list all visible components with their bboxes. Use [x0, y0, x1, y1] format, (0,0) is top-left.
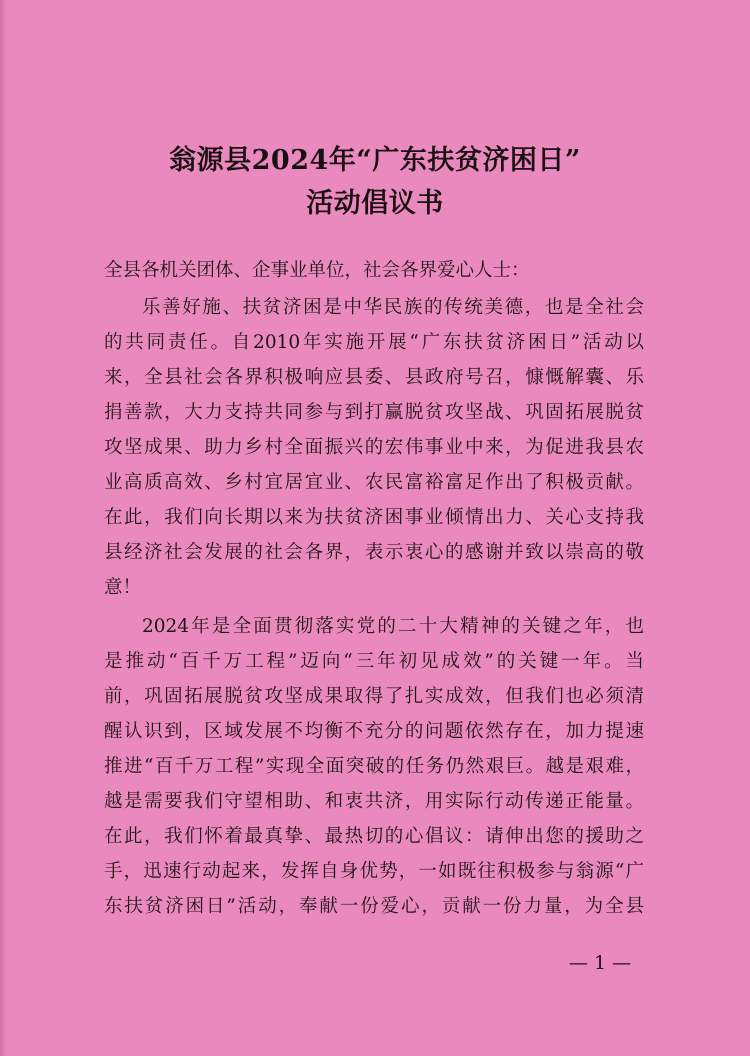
paragraph1-line: [104, 363, 644, 393]
paragraph2-line: [104, 787, 644, 817]
document-title-line2: 活动倡议书: [306, 188, 444, 219]
paragraph1-line: [104, 573, 141, 603]
paragraph2-line-text: 2024年是全面贯彻落实党的二十大精神的关键之年，也: [142, 616, 644, 637]
paragraph2-line-text: 是推动“百千万工程”迈向“三年初见成效”的关键一年。当: [104, 651, 644, 672]
paragraph2-line-text: 越是需要我们守望相助、和衷共济，用实际行动传递正能量。: [104, 791, 644, 812]
paragraph2-line: [104, 647, 644, 677]
paragraph2-line-text: 在此，我们怀着最真挚、最热切的心倡议：请伸出您的援助之: [104, 826, 644, 847]
paragraph1-line: [104, 538, 644, 568]
paragraph2-line-text: 前，巩固拓展脱贫攻坚成果取得了扎实成效，但我们也必须清: [104, 686, 644, 707]
paragraph2-line: [104, 682, 644, 712]
paragraph1-line-text: 捐善款，大力支持共同参与到打赢脱贫攻坚战、巩固拓展脱贫: [104, 402, 644, 423]
paragraph1-line: [104, 328, 644, 358]
paragraph2-line-text: 醒认识到，区域发展不均衡不充分的问题依然存在，加力提速: [104, 721, 644, 742]
paragraph1-line-text: 县经济社会发展的社会各界，表示衷心的感谢并致以崇高的敬: [104, 542, 644, 563]
paragraph1-line: [142, 293, 644, 323]
paragraph1-line-text: 在此，我们向长期以来为扶贫济困事业倾情出力、关心支持我: [104, 507, 644, 528]
paragraph1-line-text: 的共同责任。自2010年实施开展“广东扶贫济困日”活动以: [104, 332, 644, 353]
paragraph1-line-text: 业高质高效、乡村宜居宜业、农民富裕富足作出了积极贡献。: [104, 472, 644, 493]
paragraph1-line: [104, 398, 644, 428]
page-number: — 1 —: [568, 952, 632, 974]
document-title-line1: 翁源县2024年“广东扶贫济困日”: [169, 145, 581, 176]
paragraph2-line: [104, 752, 644, 782]
paragraph2-line-text: 东扶贫济困日”活动，奉献一份爱心，贡献一份力量，为全县: [104, 896, 644, 917]
paragraph2-line: [142, 612, 644, 642]
paragraph2-line: [104, 892, 644, 922]
paragraph1-line: [104, 433, 644, 463]
paragraph2-line: [104, 717, 644, 747]
paragraph1-line-text: 乐善好施、扶贫济困是中华民族的传统美德，也是全社会: [142, 297, 644, 318]
paragraph2-line-text: 手，迅速行动起来，发挥自身优势，一如既往积极参与翁源“广: [104, 861, 644, 882]
paragraph1-line-text: 攻坚成果、助力乡村全面振兴的宏伟事业中来，为促进我县农: [104, 437, 644, 458]
paragraph1-line: [104, 503, 644, 533]
paragraph1-line: [104, 468, 644, 498]
paragraph2-line: [104, 857, 644, 887]
paragraph2-line-text: 推进“百千万工程”实现全面突破的任务仍然艰巨。越是艰难，: [104, 756, 644, 777]
salutation: 全县各机关团体、企事业单位，社会各界爱心人士：: [104, 260, 530, 281]
paragraph1-line-text: 来，全县社会各界积极响应县委、县政府号召，慷慨解囊、乐: [104, 367, 644, 388]
paragraph1-line-text: 意！: [104, 577, 142, 598]
paragraph2-line: [104, 822, 644, 852]
